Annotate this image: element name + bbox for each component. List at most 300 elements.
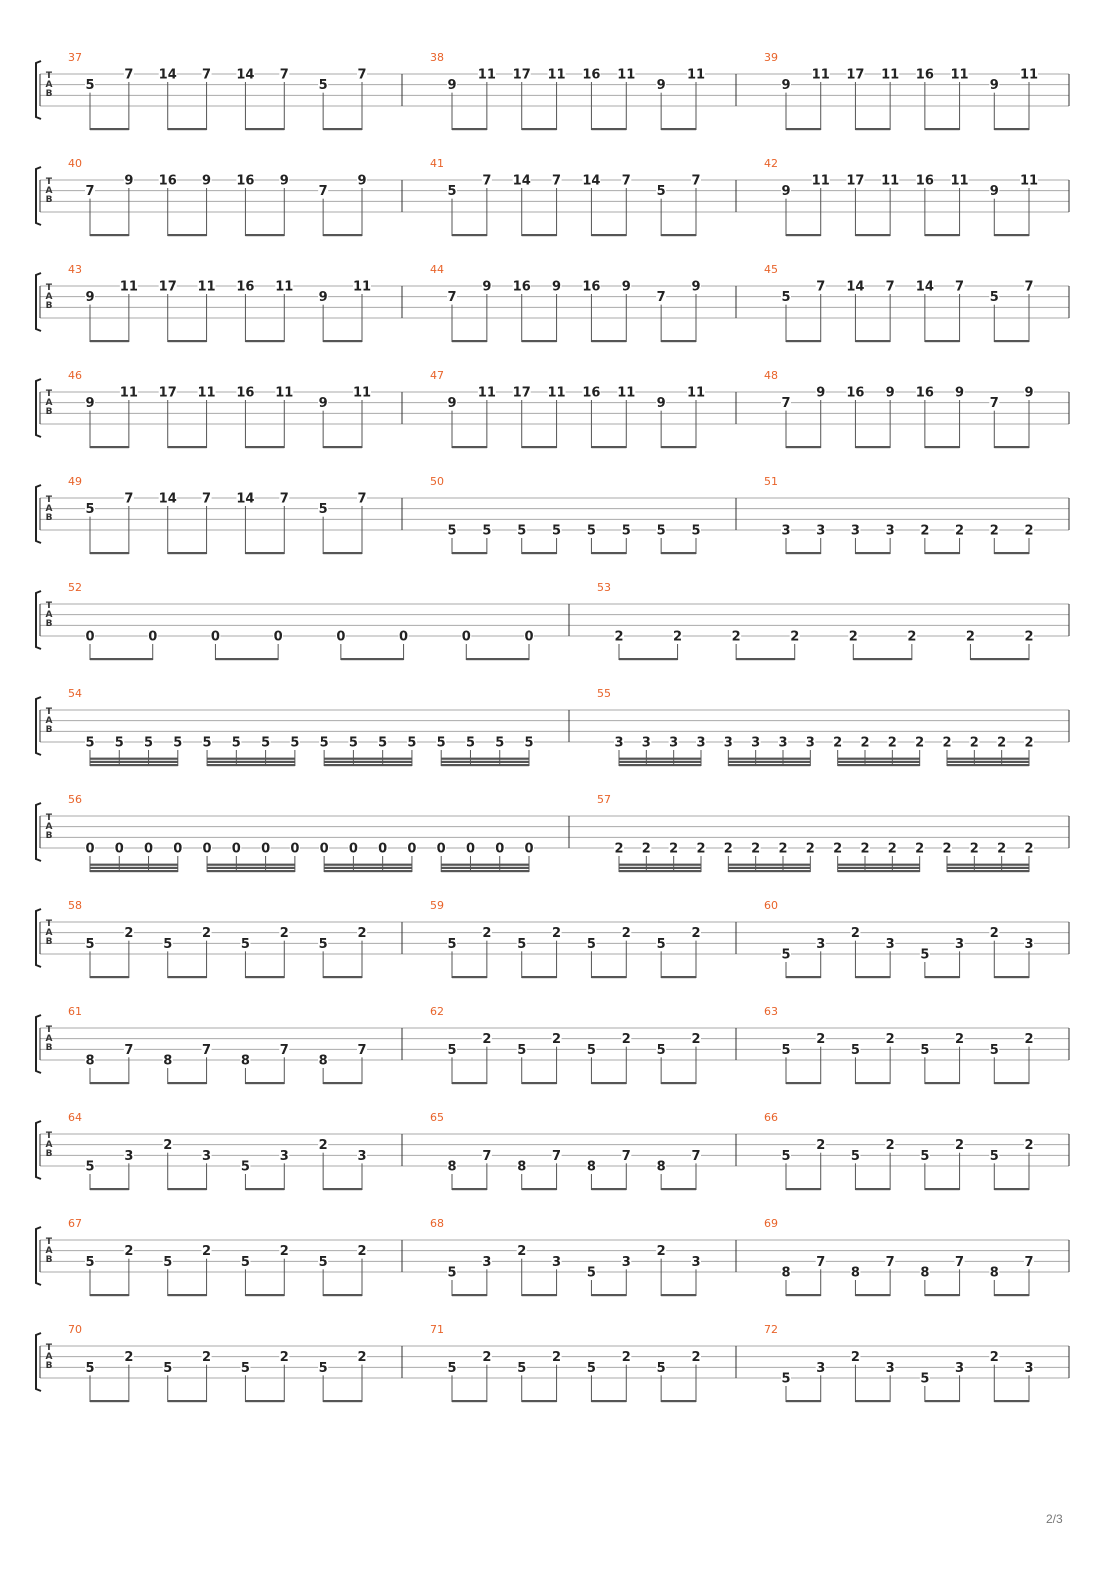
measure-number: 66 [764, 1111, 778, 1124]
fret-number: 9 [85, 290, 95, 306]
fret-number: 2 [989, 523, 999, 539]
fret-number: 5 [261, 735, 271, 751]
fret-number: 5 [240, 1254, 250, 1270]
fret-number: 9 [447, 78, 457, 94]
fret-number: 3 [816, 523, 826, 539]
note-beam [855, 1294, 890, 1296]
fret-number: 0 [114, 841, 124, 857]
fret-number: 5 [920, 947, 930, 963]
note-beam [619, 867, 701, 869]
fret-number: 2 [202, 926, 212, 942]
note-beam [522, 234, 557, 236]
note-beam [207, 867, 295, 869]
note-beam [168, 1400, 207, 1402]
fret-number: 7 [482, 1148, 492, 1164]
note-beam [168, 446, 207, 448]
fret-number: 16 [915, 67, 934, 83]
fret-number: 11 [1019, 173, 1039, 189]
note-beam [925, 552, 960, 554]
tab-clef-letter: T [45, 71, 53, 81]
fret-number: 11 [352, 385, 372, 401]
note-beam [245, 976, 284, 978]
fret-number: 2 [357, 1244, 367, 1260]
fret-number: 3 [885, 523, 895, 539]
note-beam [207, 761, 295, 763]
tab-clef-letter: A [45, 292, 53, 302]
fret-number: 11 [197, 385, 216, 401]
fret-number: 7 [691, 173, 701, 189]
fret-number: 0 [465, 841, 475, 857]
note-beam [90, 867, 178, 869]
fret-number: 2 [691, 1032, 701, 1048]
fret-number: 9 [955, 385, 965, 401]
note-beam [466, 658, 529, 660]
fret-number: 8 [163, 1053, 173, 1069]
fret-number: 8 [85, 1053, 95, 1069]
fret-number: 5 [240, 936, 250, 952]
fret-number: 5 [586, 1265, 596, 1281]
fret-number: 11 [686, 385, 706, 401]
fret-number: 7 [202, 491, 212, 507]
measure-number: 69 [764, 1217, 778, 1230]
measure-number: 72 [764, 1323, 778, 1336]
fret-number: 2 [887, 735, 897, 751]
note-beam [786, 340, 821, 342]
note-beam [838, 864, 920, 866]
note-beam [452, 340, 487, 342]
fret-number: 5 [465, 735, 475, 751]
fret-number: 14 [582, 173, 601, 189]
fret-number: 5 [231, 735, 241, 751]
note-beam [522, 1082, 557, 1084]
fret-number: 0 [399, 629, 409, 645]
note-beam [441, 761, 529, 763]
fret-number: 2 [1024, 1138, 1034, 1154]
note-beam [245, 1294, 284, 1296]
measure-number: 41 [430, 157, 444, 170]
fret-number: 5 [586, 936, 596, 952]
note-beam [90, 446, 129, 448]
fret-number: 2 [124, 1350, 134, 1366]
fret-number: 5 [319, 735, 329, 751]
measure-number: 48 [764, 369, 778, 382]
fret-number: 2 [669, 841, 679, 857]
note-beam [522, 1400, 557, 1402]
fret-number: 7 [85, 184, 95, 200]
fret-number: 0 [173, 841, 183, 857]
note-beam [591, 234, 626, 236]
fret-number: 2 [731, 629, 741, 645]
fret-number: 16 [236, 173, 255, 189]
fret-number: 9 [318, 396, 328, 412]
fret-number: 3 [1024, 936, 1034, 952]
note-beam [90, 552, 129, 554]
note-beam [994, 234, 1029, 236]
fret-number: 7 [816, 279, 826, 295]
fret-number: 9 [885, 385, 895, 401]
fret-number: 0 [319, 841, 329, 857]
tab-clef-letter: A [45, 80, 53, 90]
note-beam [452, 1082, 487, 1084]
fret-number: 11 [275, 385, 294, 401]
fret-number: 9 [621, 279, 631, 295]
note-beam [994, 552, 1029, 554]
note-beam [947, 867, 1029, 869]
fret-number: 2 [778, 841, 788, 857]
fret-number: 5 [517, 1042, 527, 1058]
fret-number: 5 [85, 78, 95, 94]
fret-number: 16 [915, 385, 934, 401]
fret-number: 8 [240, 1053, 250, 1069]
fret-number: 2 [969, 735, 979, 751]
note-beam [619, 658, 678, 660]
fret-number: 2 [621, 1350, 631, 1366]
fret-number: 7 [124, 491, 134, 507]
tab-clef-letter: A [45, 1246, 53, 1256]
measure-number: 63 [764, 1005, 778, 1018]
tab-clef-letter: B [45, 407, 53, 417]
note-beam [591, 552, 626, 554]
fret-number: 0 [273, 629, 283, 645]
fret-number: 8 [989, 1265, 999, 1281]
fret-number: 14 [512, 173, 531, 189]
note-beam [245, 234, 284, 236]
note-beam [661, 1400, 696, 1402]
tab-clef-letter: T [45, 1025, 53, 1035]
measure-number: 64 [68, 1111, 82, 1124]
note-beam [245, 128, 284, 130]
note-beam [970, 658, 1029, 660]
note-beam [452, 1188, 487, 1190]
fret-number: 2 [989, 1350, 999, 1366]
note-beam [591, 340, 626, 342]
fret-number: 2 [552, 1032, 562, 1048]
fret-number: 7 [482, 173, 492, 189]
note-beam [452, 552, 487, 554]
fret-number: 5 [586, 1042, 596, 1058]
tab-clef-letter: A [45, 398, 53, 408]
fret-number: 3 [955, 1360, 965, 1376]
note-beam [947, 761, 1029, 763]
fret-number: 5 [920, 1148, 930, 1164]
fret-number: 16 [158, 173, 177, 189]
fret-number: 5 [114, 735, 124, 751]
note-beam [323, 128, 362, 130]
measure-number: 58 [68, 899, 82, 912]
fret-number: 2 [816, 1032, 826, 1048]
note-beam [90, 1400, 129, 1402]
note-beam [441, 870, 529, 872]
measure-number: 56 [68, 793, 82, 806]
fret-number: 2 [997, 735, 1007, 751]
fret-number: 2 [318, 1138, 328, 1154]
measure-number: 51 [764, 475, 778, 488]
fret-number: 2 [920, 523, 930, 539]
note-beam [441, 864, 529, 866]
fret-number: 5 [378, 735, 388, 751]
measure-number: 37 [68, 51, 82, 64]
note-beam [855, 976, 890, 978]
note-beam [591, 446, 626, 448]
note-beam [994, 1294, 1029, 1296]
fret-number: 5 [240, 1159, 250, 1175]
note-beam [90, 758, 178, 760]
note-beam [522, 340, 557, 342]
note-beam [452, 446, 487, 448]
fret-number: 17 [846, 173, 865, 189]
note-beam [522, 1188, 557, 1190]
fret-number: 14 [915, 279, 934, 295]
tab-clef-letter: B [45, 89, 53, 99]
fret-number: 5 [656, 936, 666, 952]
fret-number: 7 [124, 1042, 134, 1058]
fret-number: 9 [482, 279, 492, 295]
fret-number: 5 [989, 1042, 999, 1058]
fret-number: 5 [163, 936, 173, 952]
note-beam [853, 658, 912, 660]
fret-number: 2 [942, 841, 952, 857]
fret-number: 2 [955, 1032, 965, 1048]
fret-number: 2 [202, 1350, 212, 1366]
fret-number: 2 [833, 735, 843, 751]
measure-number: 60 [764, 899, 778, 912]
note-beam [736, 658, 795, 660]
fret-number: 5 [85, 1360, 95, 1376]
fret-number: 5 [85, 1254, 95, 1270]
fret-number: 5 [920, 1371, 930, 1387]
fret-number: 5 [781, 290, 791, 306]
note-beam [994, 1188, 1029, 1190]
note-beam [522, 976, 557, 978]
tab-clef-letter: B [45, 1361, 53, 1371]
fret-number: 7 [1024, 1254, 1034, 1270]
note-beam [591, 1400, 626, 1402]
measure-number: 71 [430, 1323, 444, 1336]
page-number: 2/3 [1046, 1512, 1063, 1526]
measure-number: 70 [68, 1323, 82, 1336]
fret-number: 9 [781, 184, 791, 200]
fret-number: 16 [846, 385, 865, 401]
note-beam [245, 1188, 284, 1190]
note-beam [441, 764, 529, 766]
note-beam [324, 864, 412, 866]
fret-number: 2 [124, 1244, 134, 1260]
fret-number: 2 [641, 841, 651, 857]
fret-number: 2 [163, 1138, 173, 1154]
note-beam [522, 128, 557, 130]
fret-number: 9 [124, 173, 134, 189]
tab-clef-letter: T [45, 495, 53, 505]
fret-number: 5 [586, 523, 596, 539]
note-beam [786, 976, 821, 978]
fret-number: 5 [781, 947, 791, 963]
fret-number: 7 [357, 491, 367, 507]
fret-number: 16 [512, 279, 531, 295]
fret-number: 2 [942, 735, 952, 751]
note-beam [323, 1400, 362, 1402]
fret-number: 7 [357, 67, 367, 83]
fret-number: 3 [621, 1254, 631, 1270]
fret-number: 5 [447, 1042, 457, 1058]
note-beam [168, 340, 207, 342]
fret-number: 2 [279, 1244, 289, 1260]
fret-number: 2 [860, 735, 870, 751]
tab-clef-letter: A [45, 1034, 53, 1044]
note-beam [786, 1082, 821, 1084]
fret-number: 11 [950, 67, 969, 83]
fret-number: 2 [357, 1350, 367, 1366]
note-beam [855, 1400, 890, 1402]
fret-number: 2 [552, 926, 562, 942]
note-beam [90, 976, 129, 978]
tab-clef-letter: B [45, 1043, 53, 1053]
fret-number: 11 [811, 67, 830, 83]
fret-number: 0 [436, 841, 446, 857]
note-beam [90, 764, 178, 766]
fret-number: 5 [656, 184, 666, 200]
fret-number: 3 [885, 936, 895, 952]
tab-clef-letter: A [45, 610, 53, 620]
note-beam [90, 128, 129, 130]
fret-number: 14 [158, 491, 177, 507]
fret-number: 7 [656, 290, 666, 306]
measure-number: 42 [764, 157, 778, 170]
fret-number: 2 [279, 1350, 289, 1366]
note-beam [925, 1188, 960, 1190]
fret-number: 0 [144, 841, 154, 857]
note-beam [90, 340, 129, 342]
note-beam [661, 552, 696, 554]
fret-number: 11 [477, 67, 496, 83]
fret-number: 5 [202, 735, 212, 751]
fret-number: 9 [202, 173, 212, 189]
fret-number: 11 [197, 279, 216, 295]
note-beam [786, 446, 821, 448]
fret-number: 5 [407, 735, 417, 751]
fret-number: 0 [202, 841, 212, 857]
fret-number: 9 [816, 385, 826, 401]
fret-number: 2 [1024, 523, 1034, 539]
note-beam [323, 340, 362, 342]
fret-number: 5 [781, 1042, 791, 1058]
note-beam [90, 234, 129, 236]
fret-number: 0 [148, 629, 158, 645]
fret-number: 8 [781, 1265, 791, 1281]
fret-number: 11 [1019, 67, 1039, 83]
fret-number: 2 [621, 926, 631, 942]
measure-number: 55 [597, 687, 611, 700]
fret-number: 7 [691, 1148, 701, 1164]
fret-number: 3 [696, 735, 706, 751]
note-beam [452, 1400, 487, 1402]
fret-number: 9 [656, 396, 666, 412]
note-beam [855, 446, 890, 448]
note-beam [619, 758, 701, 760]
note-beam [324, 758, 412, 760]
fret-number: 2 [907, 629, 917, 645]
measure-number: 67 [68, 1217, 82, 1230]
fret-number: 5 [586, 1360, 596, 1376]
note-beam [323, 446, 362, 448]
note-beam [994, 1400, 1029, 1402]
fret-number: 5 [318, 502, 328, 518]
fret-number: 5 [781, 1148, 791, 1164]
note-beam [838, 764, 920, 766]
fret-number: 7 [955, 279, 965, 295]
measure-number: 68 [430, 1217, 444, 1230]
note-beam [925, 128, 960, 130]
fret-number: 0 [524, 841, 534, 857]
note-beam [925, 976, 960, 978]
note-beam [207, 758, 295, 760]
fret-number: 5 [621, 523, 631, 539]
fret-number: 3 [614, 735, 624, 751]
fret-number: 9 [656, 78, 666, 94]
tab-clef-letter: B [45, 831, 53, 841]
fret-number: 9 [781, 78, 791, 94]
measure-number: 43 [68, 263, 82, 276]
fret-number: 7 [202, 1042, 212, 1058]
fret-number: 2 [482, 1032, 492, 1048]
note-beam [994, 128, 1029, 130]
note-beam [323, 1082, 362, 1084]
fret-number: 2 [965, 629, 975, 645]
tab-clef-letter: T [45, 1343, 53, 1353]
fret-number: 3 [482, 1254, 492, 1270]
fret-number: 2 [850, 926, 860, 942]
note-beam [619, 761, 701, 763]
note-beam [838, 761, 920, 763]
fret-number: 3 [641, 735, 651, 751]
fret-number: 5 [989, 290, 999, 306]
fret-number: 3 [279, 1148, 289, 1164]
fret-number: 5 [85, 1159, 95, 1175]
tab-clef-letter: T [45, 601, 53, 611]
fret-number: 8 [517, 1159, 527, 1175]
note-beam [855, 234, 890, 236]
note-beam [245, 552, 284, 554]
fret-number: 3 [691, 1254, 701, 1270]
note-beam [323, 976, 362, 978]
note-beam [323, 1188, 362, 1190]
fret-number: 7 [885, 279, 895, 295]
fret-number: 2 [1024, 735, 1034, 751]
note-beam [452, 976, 487, 978]
tab-clef-letter: A [45, 1140, 53, 1150]
fret-number: 17 [512, 385, 531, 401]
fret-number: 9 [357, 173, 367, 189]
fret-number: 5 [517, 523, 527, 539]
fret-number: 5 [656, 523, 666, 539]
note-beam [855, 552, 890, 554]
fret-number: 7 [318, 184, 328, 200]
note-beam [661, 976, 696, 978]
note-beam [452, 128, 487, 130]
note-beam [168, 976, 207, 978]
fret-number: 8 [920, 1265, 930, 1281]
fret-number: 0 [231, 841, 241, 857]
note-beam [323, 234, 362, 236]
fret-number: 5 [781, 1371, 791, 1387]
fret-number: 11 [547, 67, 566, 83]
fret-number: 5 [850, 1042, 860, 1058]
note-beam [855, 128, 890, 130]
measure-number: 53 [597, 581, 611, 594]
tab-clef-letter: A [45, 928, 53, 938]
note-beam [591, 1188, 626, 1190]
fret-number: 2 [790, 629, 800, 645]
tab-clef-letter: A [45, 716, 53, 726]
